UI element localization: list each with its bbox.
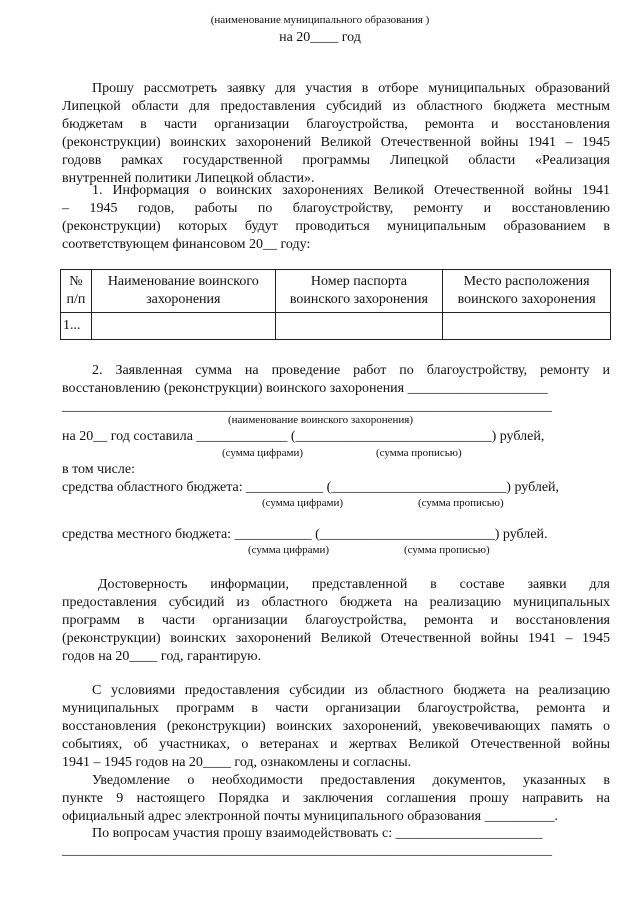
table-row bbox=[61, 313, 611, 340]
table-cell[interactable]: 1... bbox=[61, 313, 92, 340]
intro-paragraph bbox=[62, 80, 610, 188]
intro-line: внутренней политики Липецкой области». bbox=[62, 171, 315, 186]
reliability-line: Достоверность информации, представленной в составе заявки для bbox=[98, 577, 610, 592]
item2-line: 2. Заявленная сумма на проведение работ по благоустройству, ремонту и bbox=[92, 363, 610, 378]
table-cell[interactable] bbox=[275, 313, 443, 340]
intro-line: Прошу рассмотреть заявку для участия в отборе муниципальных образований bbox=[92, 81, 610, 96]
burial-name-caption: (наименование воинского захоронения) bbox=[228, 414, 414, 426]
amount-digits-caption: (сумма цифрами) bbox=[222, 447, 304, 459]
conditions-line: муниципальных программ в части организации благоустройства, ремонта и bbox=[62, 701, 610, 716]
item2-line: восстановлению (реконструкции) воинского захоронения ____________________ bbox=[62, 381, 548, 396]
table-header-cell: Место расположения воинского захоронения bbox=[443, 270, 611, 313]
intro-line: (реконструкции) воинских захоронений Великой Отечественной войны 1941 – 1945 bbox=[62, 135, 610, 150]
item1-line: – 1945 годов, работы по благоустройству, ремонту и восстановлению bbox=[62, 201, 610, 216]
item1-line: (реконструкции) которых будут проводиться муниципальным образованием в bbox=[62, 219, 610, 234]
table-header-row bbox=[61, 270, 611, 313]
item1-line: 1. Информация о воинских захоронениях Великой Отечественной войны 1941 bbox=[92, 183, 610, 198]
conditions-line: событиях, об участниках, о ветеранах и жертвах Великой Отечественной войны bbox=[62, 737, 610, 752]
regional-budget-line: средства областного бюджета: ___________ (_________________________) рублей, bbox=[62, 480, 560, 495]
conditions-line: восстановления (реконструкции) воинских захоронений, увековечивающих память о bbox=[62, 719, 610, 734]
local-words-caption: (сумма прописью) bbox=[404, 544, 490, 556]
contact-line: По вопросам участия прошу взаимодействовать с: _____________________ bbox=[92, 826, 543, 841]
reliability-paragraph bbox=[62, 576, 610, 666]
municipality-caption: (наименование муниципального образования ) bbox=[210, 14, 430, 26]
table-cell[interactable] bbox=[91, 313, 275, 340]
item1-paragraph bbox=[62, 182, 610, 254]
table-header-cell: № п/п bbox=[61, 270, 92, 313]
contact-blank-line: ______________________________________________________________________ bbox=[62, 843, 552, 858]
regional-digits-caption: (сумма цифрами) bbox=[262, 497, 344, 509]
reliability-line: (реконструкции) воинских захоронений Великой Отечественной войны 1941 – 1945 bbox=[62, 631, 610, 646]
regional-words-caption: (сумма прописью) bbox=[418, 497, 504, 509]
notice-paragraph bbox=[62, 772, 610, 826]
local-digits-caption: (сумма цифрами) bbox=[248, 544, 330, 556]
including-label: в том числе: bbox=[62, 462, 135, 477]
item2-line: ______________________________________________________________________ bbox=[62, 399, 552, 414]
conditions-paragraph bbox=[62, 682, 610, 772]
conditions-line: 1941 – 1945 годов на 20____ год, ознакомлены и согласны. bbox=[62, 755, 412, 770]
table-header-cell: Номер паспорта воинского захоронения bbox=[275, 270, 443, 313]
intro-line: годовв рамках государственной программы Липецкой области «Реализация bbox=[62, 153, 610, 168]
notice-line: Уведомление о необходимости предоставления документов, указанных в bbox=[92, 773, 610, 788]
conditions-line: С условиями предоставления субсидии из областного бюджета на реализацию bbox=[92, 683, 610, 698]
reliability-line: предоставления субсидий из областного бюджета на реализацию муниципальных bbox=[62, 595, 610, 610]
table-header-cell: Наименование воинского захоронения bbox=[91, 270, 275, 313]
intro-line: бюджетам в части организации благоустройства, ремонта и восстановления bbox=[62, 117, 610, 132]
notice-line: официальный адрес электронной почты муниципального образования __________. bbox=[62, 809, 559, 824]
reliability-line: программ в части организации благоустройства, ремонта и восстановления bbox=[62, 613, 610, 628]
intro-line: Липецкой области для предоставления субсидий из областного бюджета местным bbox=[62, 99, 610, 114]
item1-line: соответствующем финансовом 20__ году: bbox=[62, 237, 311, 252]
amount-line: на 20__ год составила _____________ (____________________________) рублей, bbox=[62, 429, 545, 444]
item2-paragraph bbox=[62, 362, 610, 416]
table-cell[interactable] bbox=[443, 313, 611, 340]
notice-line: пункте 9 настоящего Порядка и заключения соглашения прошу направить на bbox=[62, 791, 610, 806]
burials-table bbox=[60, 269, 611, 340]
year-line: на 20____ год bbox=[279, 30, 361, 45]
reliability-line: годов на 20____ год, гарантирую. bbox=[62, 649, 262, 664]
local-budget-line: средства местного бюджета: ___________ (_________________________) рублей. bbox=[62, 527, 548, 542]
amount-words-caption: (сумма прописью) bbox=[376, 447, 462, 459]
